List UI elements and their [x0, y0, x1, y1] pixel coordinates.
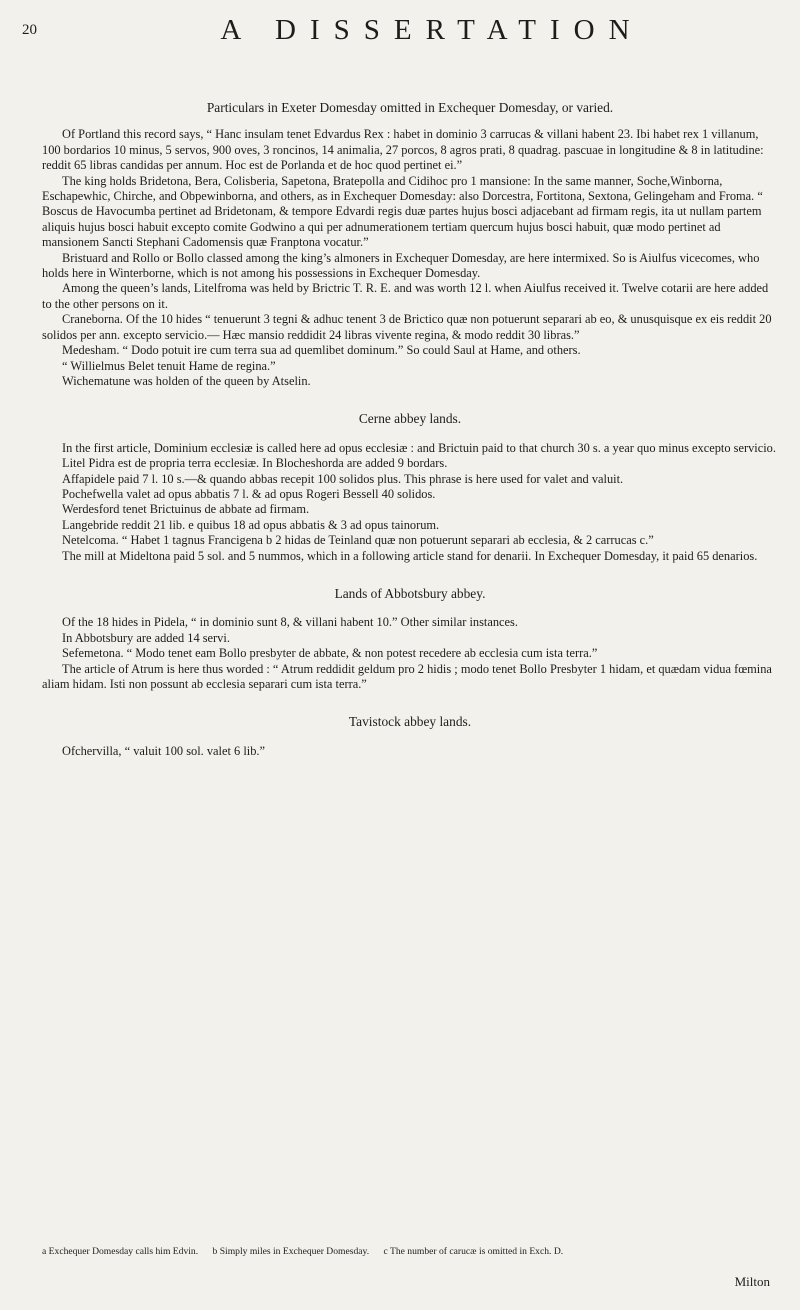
paragraph-wichemature: Wichematune was holden of the queen by Atselin.	[62, 373, 311, 388]
running-head: A DISSERTATION	[220, 14, 644, 46]
footnote-a: a Exchequer Domesday calls him Edvin.	[42, 1246, 199, 1257]
page-number: 20	[22, 22, 37, 38]
paragraph-portland: Of Portland this record says, “ Hanc insulam tenet Edvardus Rex : habet in dominio 3 carrucas & villani habent 23. Ibi habet rex 1 villanum, 100 bordarios 10 minus, 5 servos, 900 oves, 3 roncinos, 14 animalia, 27 porcos, 8 agros prati, 8 quadrag. pascuae in longitudine & 8 in latitudine: reddit 65 libras candidas per annum. Hoc est de Porlanda et de hoc quod pertinet ei.”	[42, 127, 764, 173]
footnote-c: c The number of carucæ is omitted in Exch. D.	[383, 1246, 564, 1257]
paragraph-cerne-2: Litel Pidra est de propria terra ecclesiæ. In Blocheshorda are added 9 bordars.	[62, 456, 448, 471]
paragraph-cerne-7: Netelcoma. “ Habet 1 tagnus Francigena b 2 hidas de Teinland quæ non potuerunt separari ab ecclesia, & 2 carrucas c.”	[62, 533, 654, 548]
footnote-b: b Simply miles in Exchequer Domesday.	[212, 1246, 370, 1257]
paragraph-king-holds: The king holds Bridetona, Bera, Colisberia, Sapetona, Bratepolla and Cidihoc pro 1 mansione: In the same manner, Soche,Winborna, Eschapewhic, Chirche, and Obpewinborna, and others, as in Exchequer Domesday: also Dorcestra, Fortitona, Sextona, Gelingeham and Froma. “ Boscus de Havocumba pertinet ad Bridetonam, & tempore Edvardi regis duæ partes hujus bosci adjacebant ad firmam regis, ita ut nullam partem aliquis hujus bosci habuit excepto comite Godwino a qui per adnumerationem tertiam quercum hujus bosci habuit, quæ modo pertinet ad mansionem Sancti Stephani Cadomensis quæ Franptona vocatur.”	[42, 173, 763, 250]
section-title-intro: Particulars in Exeter Domesday omitted in Exchequer Domesday, or varied.	[206, 100, 614, 115]
paragraph-willielmus: “ Willielmus Belet tenuit Hame de regina.”	[62, 358, 276, 373]
paragraph-queens-lands: Among the queen’s lands, Litelfroma was held by Brictric T. R. E. and was worth 12 l. when Aiulfus received it. Twelve cotarii are here added to the other persons on it.	[42, 281, 769, 311]
section-title-cerne: Cerne abbey lands.	[358, 411, 462, 427]
paragraph-cerne-6: Langebride reddit 21 lib. e quibus 18 ad opus abbatis & 3 ad opus tainorum.	[62, 517, 440, 532]
paragraph-abbotsbury-3: Sefemetona. “ Modo tenet eam Bollo presbyter de abbate, & non potest recedere ab ecclesia cum ista terra.”	[62, 646, 598, 661]
paragraph-bristuard: Bristuard and Rollo or Bollo classed among the king’s almoners in Exchequer Domesday, are here intermixed. So is Aiulfus vicecomes, who holds here in Winterborne, which is not among his possessions in Exchequer Domesday.	[42, 250, 760, 281]
paragraph-medesham: Medesham. “ Dodo potuit ire cum terra sua ad quemlibet dominum.” So could Saul at Hame, and others.	[62, 343, 581, 358]
paragraph-cerne-5: Werdesford tenet Brictuinus de abbate ad firmam.	[62, 502, 310, 517]
paragraph-craneborna: Craneborna. Of the 10 hides “ tenuerunt 3 tegni & adhuc tenent 3 de Brictico quæ non potuerunt separari ab eo, & unusquisque ex eis reddit 20 solidos per ann. excepto servicio.— Hæc mansio reddidit 24 libras vivente regina, & modo reddit 30 libras.”	[42, 312, 772, 342]
paragraph-abbotsbury-4: The article of Atrum is here thus worded : “ Atrum reddidit geldum pro 2 hidis ; modo tenet Bollo Presbyter 1 hidam, et quædam vidua fœmina aliam hidam. Isti non possunt ab ecclesia separari cum ista terra.”	[42, 661, 772, 691]
catchword: Milton	[734, 1274, 770, 1289]
footnotes	[42, 1246, 778, 1257]
page-body	[42, 100, 778, 759]
paragraph-abbotsbury-1: Of the 18 hides in Pidela, “ in dominio sunt 8, & villani habent 10.” Other similar instances.	[62, 615, 518, 630]
section-title-abbotsbury: Lands of Abbotsbury abbey.	[334, 585, 486, 601]
paragraph-abbotsbury-2: In Abbotsbury are added 14 servi.	[62, 630, 230, 645]
paragraph-tavistock-1: Ofchervilla, “ valuit 100 sol. valet 6 lib.”	[62, 743, 266, 758]
paragraph-cerne-8: The mill at Mideltona paid 5 sol. and 5 nummos, which in a following article stand for denarii. In Exchequer Domesday, it paid 65 denarios.	[62, 548, 758, 563]
paragraph-cerne-4: Pochefwella valet ad opus abbatis 7 l. & ad opus Rogeri Bessell 40 solidos.	[62, 486, 436, 501]
paragraph-cerne-3: Affapidele paid 7 l. 10 s.—& quando abbas recepit 100 solidos plus. This phrase is here used for valet and valuit.	[62, 471, 624, 486]
page-header	[22, 12, 782, 52]
section-title-tavistock: Tavistock abbey lands.	[348, 714, 472, 730]
paragraph-cerne-1: In the first article, Dominium ecclesiæ is called here ad opus ecclesiæ : and Brictuin paid to that church 30 s. a year quo minus excepto servicio.	[62, 440, 776, 455]
